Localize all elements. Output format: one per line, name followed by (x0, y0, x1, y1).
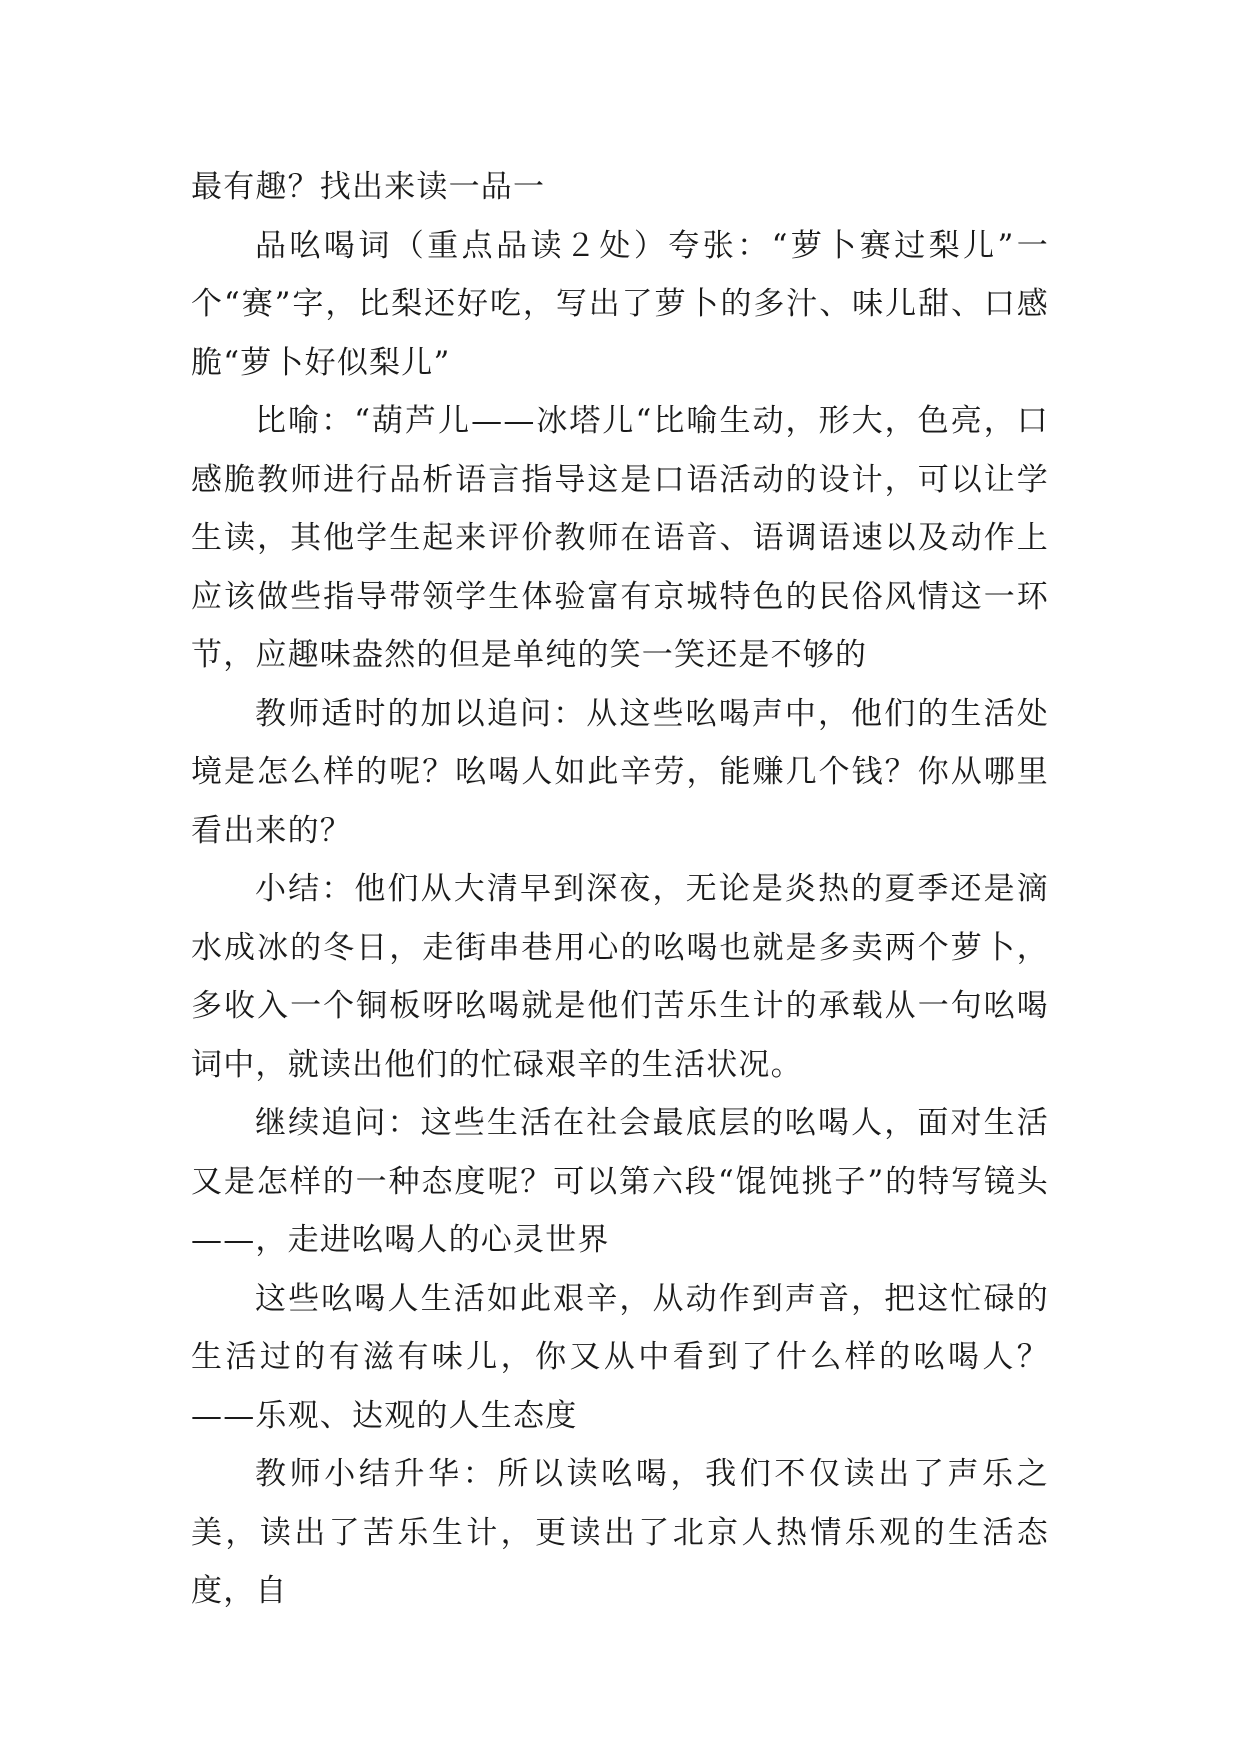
paragraph-1: 最有趣？找出来读一品一 (191, 169, 546, 205)
paragraph-2: 品吆喝词（重点品读２处）夸张：“萝卜赛过梨儿”一个“赛”字，比梨还好吃，写出了萝卜的多汁、味儿甜、口感脆“萝卜好似梨儿” (191, 227, 1049, 381)
paragraph-5: 小结：他们从大清早到深夜，无论是炎热的夏季还是滴水成冰的冬日，走街串巷用心的吆喝也就是多卖两个萝卜，多收入一个铜板呀吆喝就是他们苦乐生计的承载从一句吆喝词中，就读出他们的忙碌艰辛的生活状况。 (191, 871, 1049, 1083)
paragraph-8: 教师小结升华：所以读吆喝，我们不仅读出了声乐之美，读出了苦乐生计，更读出了北京人热情乐观的生活态度，自 (191, 1456, 1049, 1609)
paragraph-3: 比喻：“葫芦儿——冰塔儿“比喻生动，形大，色亮，口感脆教师进行品析语言指导这是口语活动的设计，可以让学生读，其他学生起来评价教师在语音、语调语速以及动作上应该做些指导带领学生体验富有京城特色的民俗风情这一环节，应趣味盎然的但是单纯的笑一笑还是不够的 (191, 403, 1049, 673)
paragraph-4: 教师适时的加以追问：从这些吆喝声中，他们的生活处境是怎么样的呢？吆喝人如此辛劳，能赚几个钱？你从哪里看出来的？ (191, 695, 1049, 849)
paragraph-6: 继续追问：这些生活在社会最底层的吆喝人，面对生活又是怎样的一种态度呢？可以第六段“馄饨挑子”的特写镜头——，走进吆喝人的心灵世界 (191, 1105, 1049, 1258)
paragraph-7: 这些吆喝人生活如此艰辛，从动作到声音，把这忙碌的生活过的有滋有味儿，你又从中看到了什么样的吆喝人？——乐观、达观的人生态度 (191, 1280, 1049, 1434)
document-body (191, 158, 1049, 1621)
